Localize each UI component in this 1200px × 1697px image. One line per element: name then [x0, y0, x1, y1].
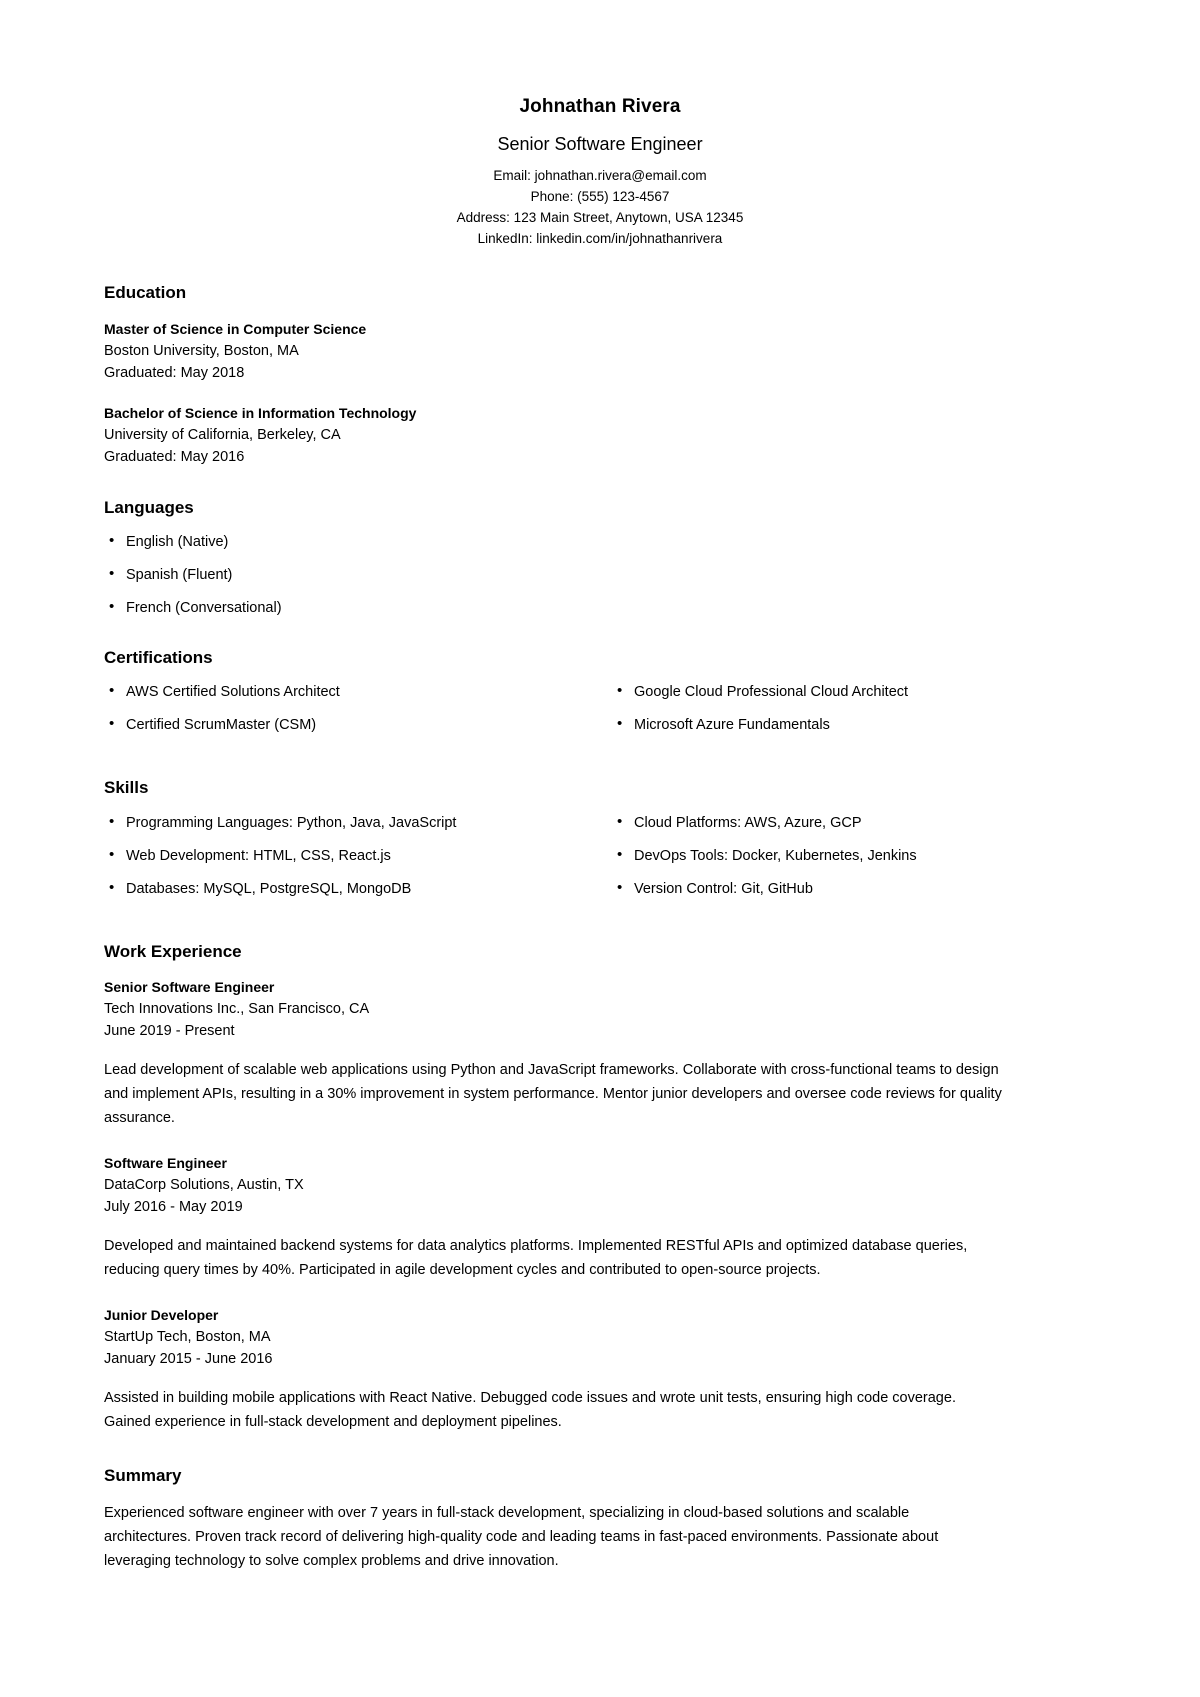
list-item: • English (Native)	[104, 532, 1096, 552]
list-item: • Web Development: HTML, CSS, React.js	[104, 846, 588, 866]
section-heading-languages: Languages	[104, 497, 194, 517]
certifications-list-right	[612, 682, 1096, 748]
contact-linkedin: LinkedIn: linkedin.com/in/johnathanrivera	[477, 231, 723, 247]
education-school: University of California, Berkeley, CA	[104, 426, 341, 443]
list-item: • Databases: MySQL, PostgreSQL, MongoDB	[104, 879, 588, 899]
list-item: • Programming Languages: Python, Java, JavaScript	[104, 813, 588, 833]
resume-header	[104, 96, 1096, 249]
work-description: Assisted in building mobile applications with React Native. Debugged code issues and wrote unit tests, ensuring high code coverage. Gained experience in full-stack development and deployment pipelines.	[104, 1390, 956, 1431]
contact-email: Email: johnathan.rivera@email.com	[493, 168, 707, 184]
section-heading-certifications: Certifications	[104, 648, 213, 668]
section-heading-work-experience: Work Experience	[104, 941, 242, 961]
education-entry	[104, 318, 1096, 384]
section-languages	[104, 498, 1096, 618]
education-degree: Bachelor of Science in Information Technology	[104, 404, 417, 421]
work-description: Lead development of scalable web applications using Python and JavaScript frameworks. Collaborate with cross-functional teams to design and implement APIs, resulting in a 30% improvement in system performance. Mentor junior developers and oversee code reviews for quality assurance.	[104, 1062, 1002, 1127]
work-job-title: Junior Developer	[104, 1307, 219, 1324]
contact-address: Address: 123 Main Street, Anytown, USA 12345	[456, 210, 744, 226]
work-dates: January 2015 - June 2016	[104, 1351, 273, 1368]
list-item: • Version Control: Git, GitHub	[612, 879, 1096, 899]
list-item: • Certified ScrumMaster (CSM)	[104, 715, 588, 735]
skills-columns	[104, 813, 1096, 912]
work-company: StartUp Tech, Boston, MA	[104, 1329, 271, 1346]
section-heading-summary: Summary	[104, 1466, 182, 1486]
list-item: • Microsoft Azure Fundamentals	[612, 715, 1096, 735]
certifications-columns	[104, 682, 1096, 748]
certifications-list-left	[104, 682, 588, 748]
education-entry	[104, 402, 1096, 468]
section-certifications	[104, 648, 1096, 748]
education-school: Boston University, Boston, MA	[104, 342, 299, 359]
work-job-title: Software Engineer	[104, 1155, 227, 1172]
list-item: • AWS Certified Solutions Architect	[104, 682, 588, 702]
section-heading-education: Education	[104, 283, 187, 303]
work-entry	[104, 976, 1096, 1042]
work-company: Tech Innovations Inc., San Francisco, CA	[104, 1001, 370, 1018]
list-item: • Cloud Platforms: AWS, Azure, GCP	[612, 813, 1096, 833]
header-job-title: Senior Software Engineer	[497, 133, 703, 154]
list-item: • French (Conversational)	[104, 598, 1096, 618]
summary-text: Experienced software engineer with over 7 years in full-stack development, specializing in cloud-based solutions and scalable architectures. Proven track record of delivering high-quality code and leading teams in fast-paced environments. Passionate about leveraging technology to solve complex problems and drive innovation.	[104, 1504, 939, 1569]
education-graduation: Graduated: May 2016	[104, 448, 245, 465]
work-company: DataCorp Solutions, Austin, TX	[104, 1177, 304, 1194]
work-description: Developed and maintained backend systems for data analytics platforms. Implemented RESTful APIs and optimized database queries, reducing query times by 40%. Participated in agile development cycles and contributed to open-source projects.	[104, 1238, 968, 1279]
languages-list	[104, 532, 1096, 618]
education-graduation: Graduated: May 2018	[104, 364, 245, 381]
work-dates: July 2016 - May 2019	[104, 1199, 243, 1216]
skills-list-right	[612, 813, 1096, 912]
section-education	[104, 283, 1096, 467]
list-item: • Google Cloud Professional Cloud Architect	[612, 682, 1096, 702]
skills-list-left	[104, 813, 588, 912]
work-entry	[104, 1152, 1096, 1218]
work-job-title: Senior Software Engineer	[104, 979, 275, 996]
contact-phone: Phone: (555) 123-4567	[530, 189, 670, 205]
section-skills	[104, 778, 1096, 911]
work-entry	[104, 1304, 1096, 1370]
page-title: Johnathan Rivera	[519, 96, 681, 117]
list-item: • Spanish (Fluent)	[104, 565, 1096, 585]
section-work-experience	[104, 942, 1096, 1434]
section-summary	[104, 1466, 1096, 1572]
work-dates: June 2019 - Present	[104, 1023, 235, 1040]
education-degree: Master of Science in Computer Science	[104, 320, 367, 337]
section-heading-skills: Skills	[104, 778, 149, 798]
list-item: • DevOps Tools: Docker, Kubernetes, Jenkins	[612, 846, 1096, 866]
